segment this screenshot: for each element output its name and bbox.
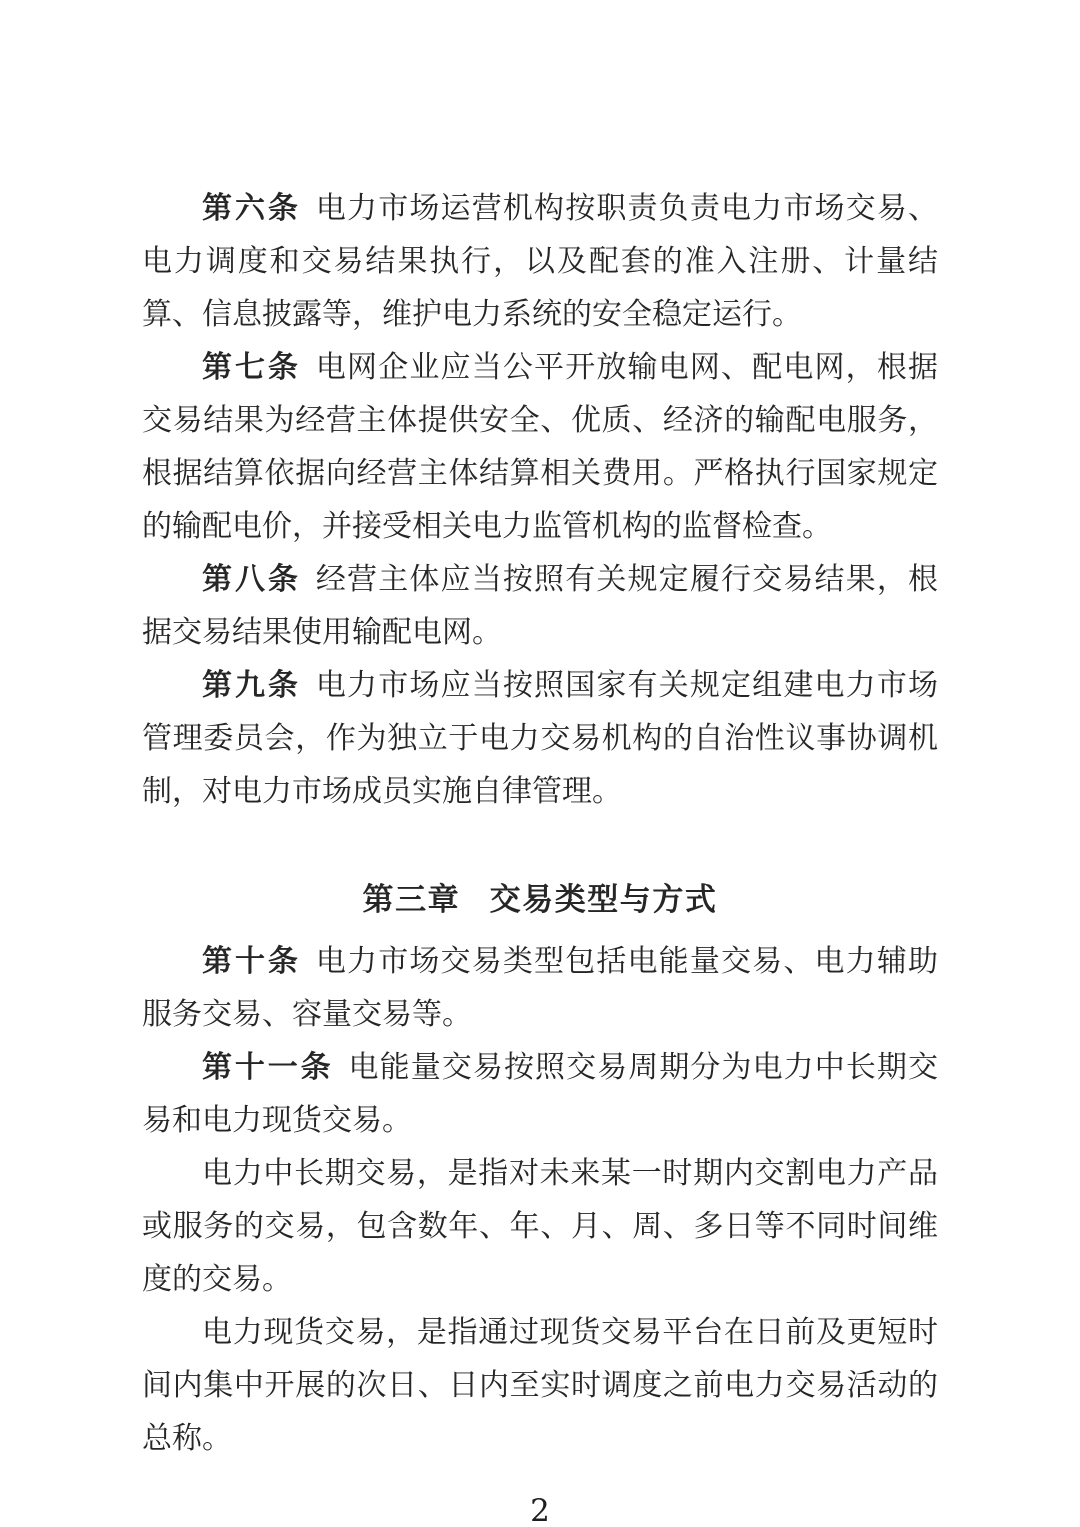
definition-medium-long-term-paragraph <box>142 1147 938 1306</box>
article-7-label: 第七条 <box>202 350 301 385</box>
article-11-label: 第十一条 <box>202 1050 334 1085</box>
chapter-title: 交易类型与方式 <box>489 882 718 918</box>
document-body <box>142 182 938 1465</box>
chapter-heading <box>142 874 938 927</box>
article-10-label: 第十条 <box>202 944 301 979</box>
article-9-text: 电力市场应当按照国家有关规定组建电力市场管理委员会，作为独立于电力交易机构的自治性议事协调机制，对电力市场成员实施自律管理。 <box>142 668 938 809</box>
article-11-text: 电能量交易按照交易周期分为电力中长期交易和电力现货交易。 <box>142 1050 939 1138</box>
article-10-text: 电力市场交易类型包括电能量交易、电力辅助服务交易、容量交易等。 <box>142 944 938 1032</box>
article-9-paragraph <box>142 659 938 818</box>
article-11-paragraph <box>142 1041 938 1147</box>
article-8-paragraph <box>142 553 938 659</box>
article-6-text: 电力市场运营机构按职责负责电力市场交易、电力调度和交易结果执行，以及配套的准入注册、计量结算、信息披露等，维护电力系统的安全稳定运行。 <box>142 191 938 332</box>
article-7-paragraph <box>142 341 938 553</box>
article-8-text: 经营主体应当按照有关规定履行交易结果，根据交易结果使用输配电网。 <box>142 562 938 650</box>
chapter-number: 第三章 <box>362 882 461 918</box>
definition-spot-trading-paragraph <box>142 1306 938 1465</box>
article-8-label: 第八条 <box>202 562 301 597</box>
article-7-text: 电网企业应当公平开放输电网、配电网，根据交易结果为经营主体提供安全、优质、经济的输配电服务，根据结算依据向经营主体结算相关费用。严格执行国家规定的输配电价，并接受相关电力监管机构的监督检查。 <box>142 350 938 544</box>
article-6-label: 第六条 <box>202 191 301 226</box>
definition-medium-long-term-text: 电力中长期交易，是指对未来某一时期内交割电力产品或服务的交易，包含数年、年、月、周、多日等不同时间维度的交易。 <box>142 1156 938 1297</box>
article-6-paragraph <box>142 182 938 341</box>
definition-spot-trading-text: 电力现货交易，是指通过现货交易平台在日前及更短时间内集中开展的次日、日内至实时调度之前电力交易活动的总称。 <box>142 1315 938 1456</box>
page-number: 2 <box>530 1493 550 1527</box>
article-9-label: 第九条 <box>202 668 301 703</box>
article-10-paragraph <box>142 935 938 1041</box>
